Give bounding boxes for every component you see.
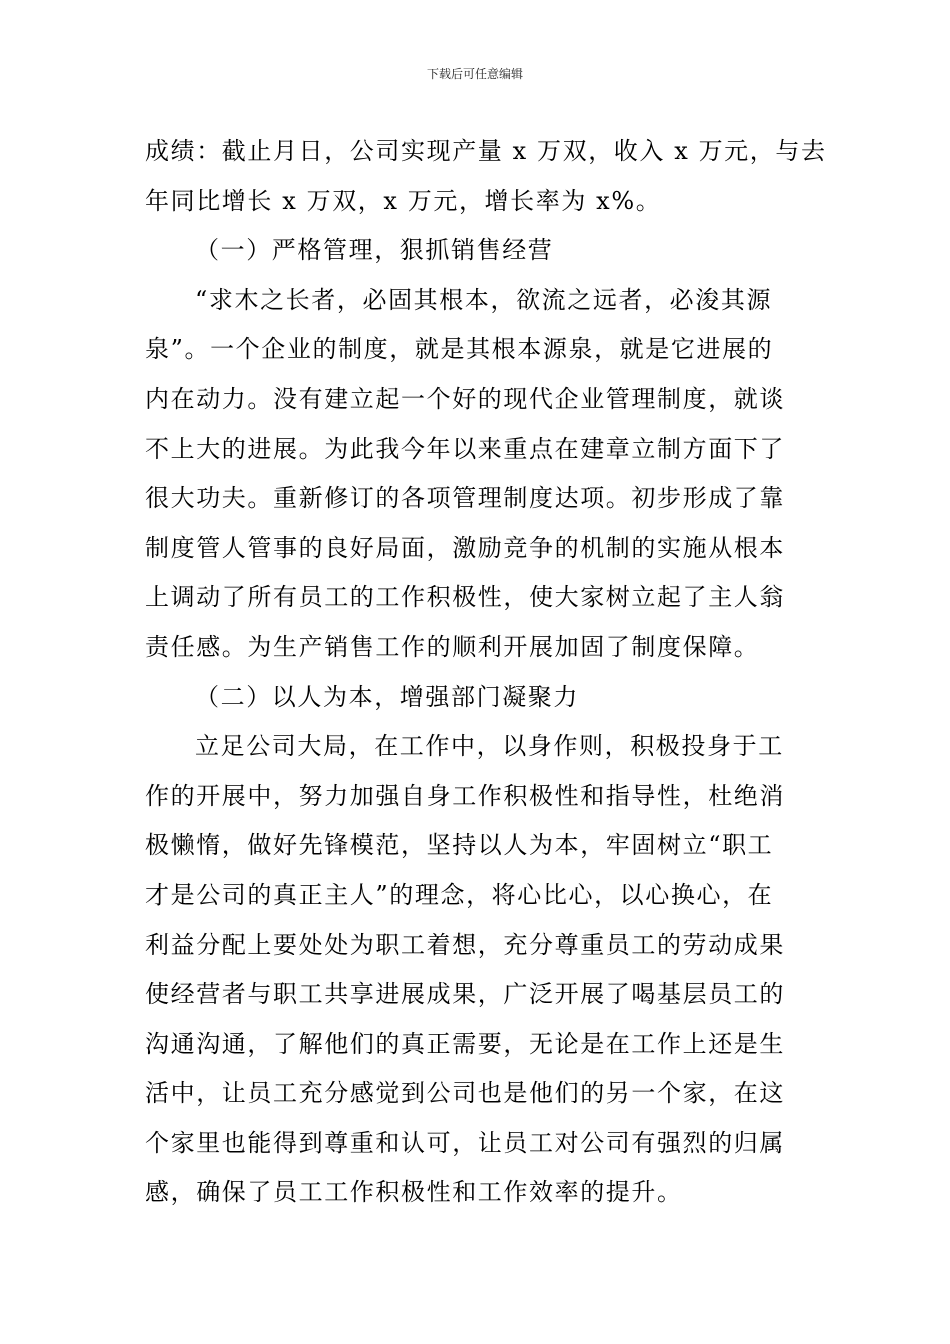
document-body	[145, 127, 827, 1218]
body-line: 责任感。为生产销售工作的顺利开展加固了制度保障。	[145, 632, 760, 661]
body-line: 沟通沟通，了解他们的真正需要，无论是在工作上还是生	[145, 1029, 785, 1058]
body-line: “求木之长者，必固其根本，欲流之远者，必浚其源	[195, 285, 773, 314]
body-line: 年同比增长 x 万双，x 万元，增长率为 x%。	[145, 186, 662, 215]
body-line: 利益分配上要处处为职工着想，充分尊重员工的劳动成果	[145, 930, 785, 959]
body-line: 成绩：截止月日，公司实现产量 x 万双，收入 x 万元，与去	[145, 137, 827, 165]
body-line: 内在动力。没有建立起一个好的现代企业管理制度，就谈	[145, 384, 785, 413]
body-line: 很大功夫。重新修订的各项管理制度达项。初步形成了靠	[145, 484, 785, 513]
body-line: 作的开展中，努力加强自身工作积极性和指导性，杜绝消	[145, 781, 785, 810]
body-line: 不上大的进展。为此我今年以来重点在建章立制方面下了	[145, 434, 785, 463]
body-line: 活中，让员工充分感觉到公司也是他们的另一个家，在这	[145, 1079, 785, 1108]
page-header: 下载后可任意编辑	[426, 67, 523, 81]
body-line: 才是公司的真正主人”的理念，将心比心，以心换心，在	[145, 880, 774, 909]
section-heading: （一）严格管理，狠抓销售经营	[195, 236, 554, 265]
body-line: 上调动了所有员工的工作积极性，使大家树立起了主人翁	[145, 583, 785, 612]
body-line: 泉”。一个企业的制度，就是其根本源泉，就是它进展的	[145, 335, 774, 364]
body-line: 个家里也能得到尊重和认可，让员工对公司有强烈的归属	[145, 1128, 785, 1157]
body-line: 制度管人管事的良好局面，激励竞争的机制的实施从根本	[145, 533, 785, 562]
section-heading: （二）以人为本，增强部门凝聚力	[195, 682, 579, 711]
body-line: 感，确保了员工工作积极性和工作效率的提升。	[145, 1178, 683, 1207]
body-line: 立足公司大局，在工作中，以身作则，积极投身于工	[195, 732, 784, 761]
body-line: 极懒惰，做好先锋模范，坚持以人为本，牢固树立“职工	[145, 831, 774, 860]
body-line: 使经营者与职工共享进展成果，广泛开展了喝基层员工的	[145, 980, 785, 1009]
